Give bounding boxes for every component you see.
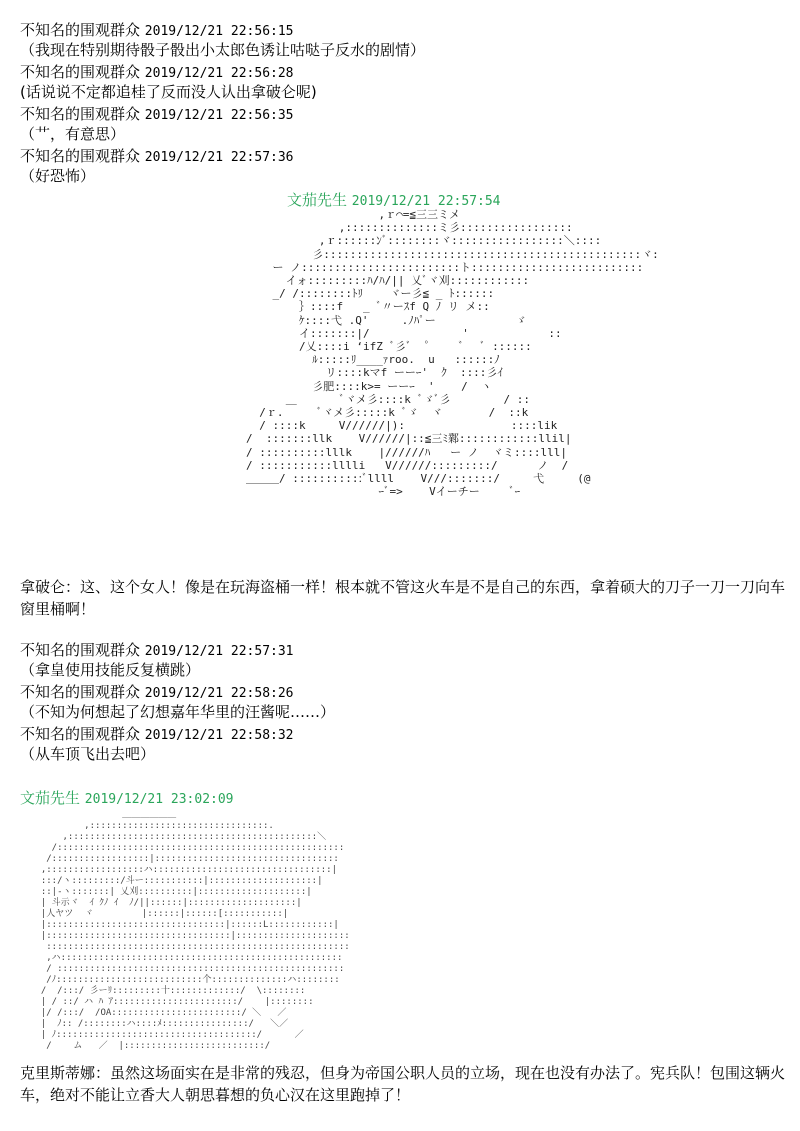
comment-time: 2019/12/21 22:58:26 (144, 686, 294, 701)
comment-message: （我现在特别期待骰子骰出小太郎色诱让咕哒子反水的剧情） (20, 41, 426, 59)
comment-time: 2019/12/21 22:56:28 (144, 66, 294, 81)
comment-header (20, 146, 294, 168)
comment-message: （拿皇使用技能反复横跳） (20, 661, 201, 679)
comment-header (20, 20, 294, 42)
comment-time: 2019/12/21 22:57:31 (144, 644, 294, 659)
comment-time: 2019/12/21 22:56:35 (144, 108, 294, 123)
post-time: 2019/12/21 23:02:09 (84, 792, 234, 807)
comment-time: 2019/12/21 22:56:15 (144, 24, 294, 39)
post-author: 文茄先生 (20, 789, 81, 807)
comment-message: （不知为何想起了幻想嘉年华里的汪酱呢……） (20, 703, 336, 721)
comment-time: 2019/12/21 22:58:32 (144, 728, 294, 743)
comment-header (20, 682, 294, 704)
comment-message: （从车顶飞出去吧） (20, 745, 156, 763)
commenter-name: 不知名的围观群众 (20, 641, 141, 659)
commenter-name: 不知名的围观群众 (20, 725, 141, 743)
comment-message: （好恐怖） (20, 167, 96, 185)
comment-message: （艹，有意思） (20, 125, 126, 143)
comment-header (20, 724, 294, 746)
caption-christina: 克里斯蒂娜：虽然这场面实在是非常的残忍，但身为帝国公职人员的立场，现在也没有办法了。宪兵队！包围这辆火车，绝对不能让立香大人朝思暮想的负心汉在这里跑掉了！ (20, 1064, 786, 1104)
commenter-name: 不知名的围观群众 (20, 683, 141, 701)
commenter-name: 不知名的围观群众 (20, 147, 141, 165)
comment-header (20, 104, 294, 126)
comment-message: (话说说不定都追桂了反而没人认出拿破仑呢) (20, 83, 317, 101)
commenter-name: 不知名的围观群众 (20, 21, 141, 39)
comment-time: 2019/12/21 22:57:36 (144, 150, 294, 165)
post-author: 文茄先生 (287, 191, 348, 209)
ascii-art-christina: ＿＿＿＿＿＿ ,:::::::::::::::::::::::::::::::::. ,::::::::::::::::::::::::::::::::::::::::::::::＼ /::::::::::::::::::::::::::::::::::::::::::::::::::::: /::::::::::::::::::|:::::::::::::::::::::::::::::::::: ,::::::::::::::::::ハ:::::::::::::::::::::::::::::::::| :::/ヽ:::::::::/斗ー:::::::::::|::::::::::::::::::::| ::|-ヽ:::::::| 乂刈::::::::::|::::::::::::::::::::| | 斗示ヾ ｲ ｸﾉ ｲ ﾉ/||::::::|::::::::::::::::::::| |人ヤツ ヾ |::::::|::::::[:::::::::::| |:::::::::::::::::::::::::::::::::|::::::L::::::::::::| |::::::::::::::::::::::::::::::::::|::::::::::::::::::::: :::::::::::::::::::::::::::::::::::::::::::::::::::::::: ,ハ:::::::::::::::::::::::::::::::::::::::::::::::::::: / ::::::::::::::::::::::::::::::::::::::::::::::::::::: /ﾉ:::::::::::::::::::::::::::个::::::::::::::ハ:::::::: / /:::/ 彡ーﾘ:::::::::十:::::::::::::/ \:::::::: | / ::/ ハ ﾊ ｱ:::::::::::::::::::::::/ |:::::::: |/ /:::/ /OA::::::::::::::::::::::::/ ＼ ／ | ﾉ:: /::::::::ハ::::ﾒ::::::::::::::::/ ＼／ | ﾉ:::::::::::::::::::::::::::::::::::::/ ／ / ム ／ |::::::::::::::::::::::::::/ (40, 810, 350, 1051)
post-header (20, 788, 234, 810)
commenter-name: 不知名的围观群众 (20, 63, 141, 81)
commenter-name: 不知名的围观群众 (20, 105, 141, 123)
post-time: 2019/12/21 22:57:54 (351, 194, 501, 209)
ascii-art-napoleon: ,ｒ⌒=≦三三ミメ ,::::::::::::::ミ彡::::::::::::::::: ,ｒ::::::ﾝﾞ::::::::ヾ:::::::::::::::::＼:::: 彡::::::::::::::::::::::::::::::::::::::::::::::::ヾ: ー ノ::::::::::::::::::::::::ト:::::::::::::::::::::::::: イォ:::::::::ﾊ/ﾊ/|| 乂ﾞヾ刈:::::::::::: _/ /::::::::ﾄﾘ ヾー彡≦ _ ﾄ:::::: ｝::::f _ ﾞ〃ーｽf Q ﾉ リ メ:: ｹ::::弋 .Q' .ﾉﾊﾟー ゞ イ:::::::|/ ' :: /乂::::i ‘ifZ ﾞ彡ﾞ ゜ ﾞ ﾞ :::::: ﾙ:::::ﾘ____ｧroo. u ::::::ﾉ リ::::kマf ーーｰ' ｸ ::::彡ｲ 彡肥::::k>= ーーｰ ' / ヽ ＿ ﾞヾメ彡::::k ﾞゞﾞ彡 / :: /ｒ. ﾞヾメ彡:::::k ﾞゞ ヾ / ::k / ::::k V//////|): ::::lik / :::::::llk V//////|::≦三ﾐ鄴::::::::::::llil| / ::::::::::lllk |//////ﾊ ー ノ ヾミ::::lll| / :::::::::::lllli V//////:::::::::/ ノ / ＿＿＿/ :::::::::::ﾞllll V///:::::::/ 弋 (@ ｰﾞ=> Vイーチー ﾞｰ (246, 208, 659, 499)
comment-header (20, 62, 294, 84)
caption-napoleon: 拿破仑：这、这个女人！像是在玩海盗桶一样！根本就不管这火车是不是自己的东西，拿着硕大的刀子一刀一刀向车窗里桶啊！ (20, 578, 786, 618)
comment-header (20, 640, 294, 662)
